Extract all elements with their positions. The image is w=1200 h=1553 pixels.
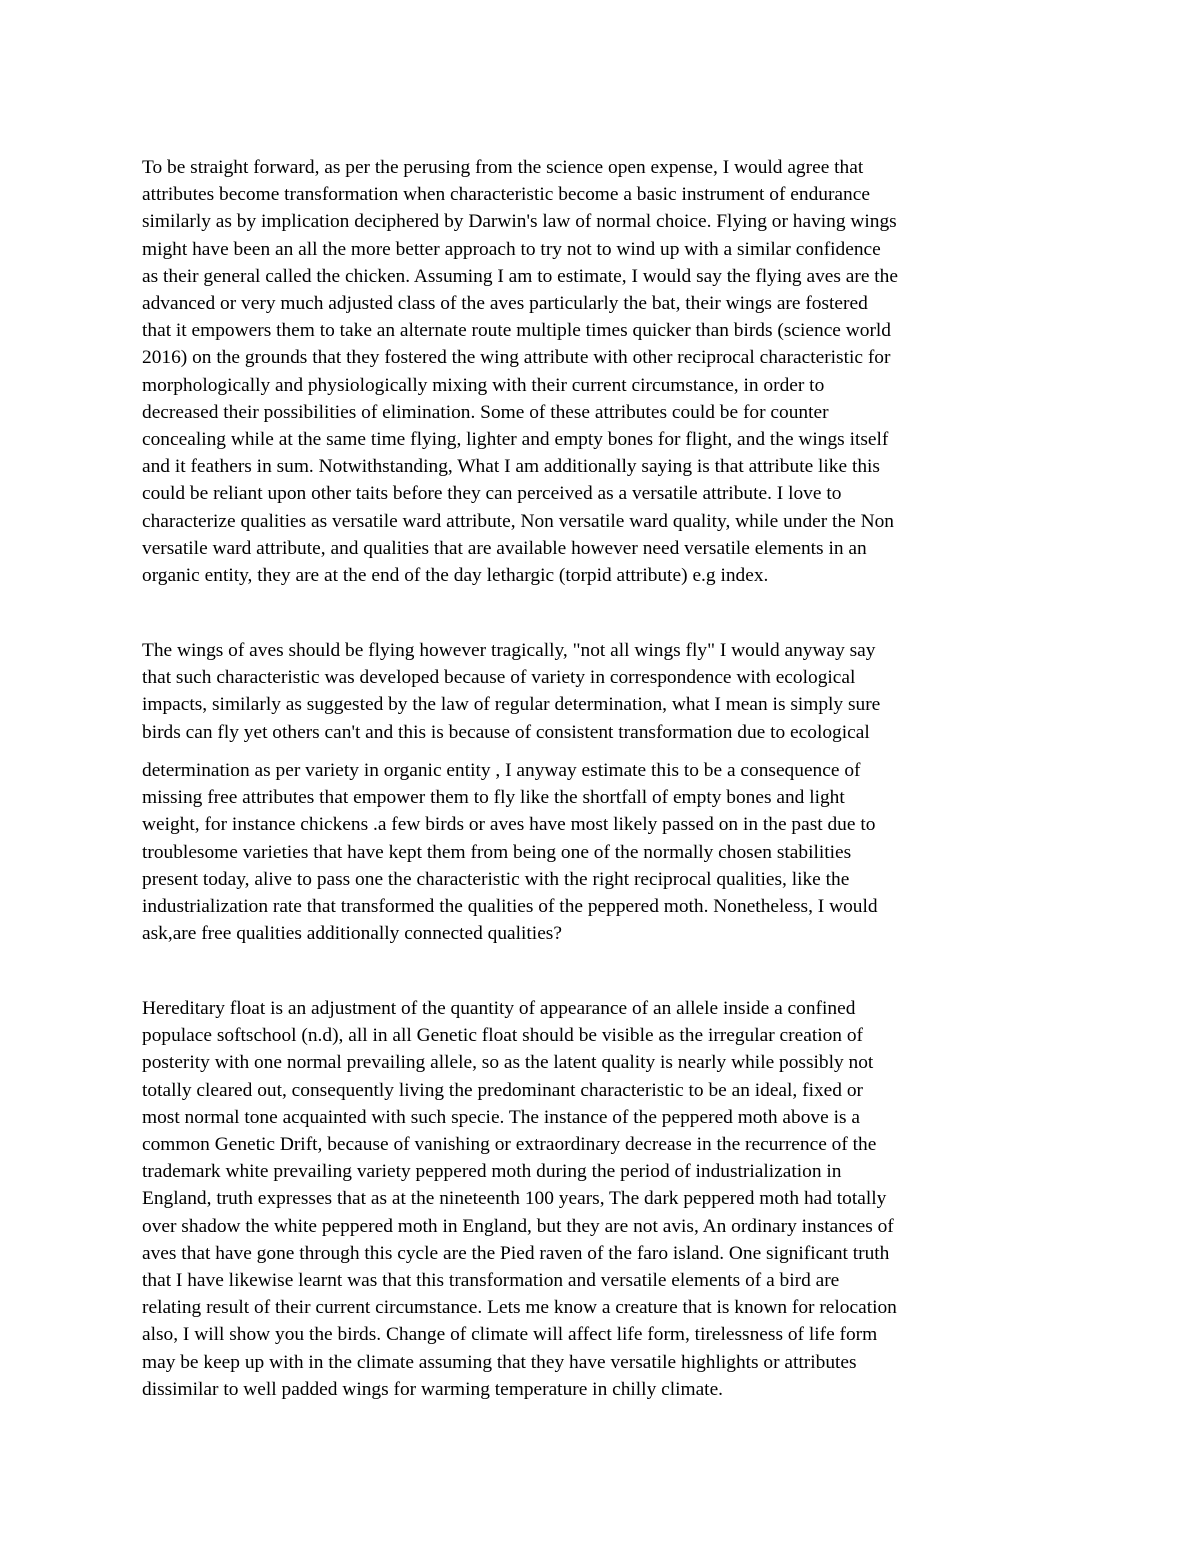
text-line: 2016) on the grounds that they fostered the wing attribute with other reciprocal characteristic for [142,347,891,369]
text-line: that I have likewise learnt was that this transformation and versatile elements of a bird are [142,1270,840,1292]
text-line: ask,are free qualities additionally connected qualities? [142,923,562,945]
text-line: England, truth expresses that as at the nineteenth 100 years, The dark peppered moth had totally [142,1188,887,1210]
text-line: present today, alive to pass one the characteristic with the right reciprocal qualities, like the [142,868,850,890]
text-line: impacts, similarly as suggested by the law of regular determination, what I mean is simply sure [142,694,881,716]
text-line: missing free attributes that empower them to fly like the shortfall of empty bones and light [142,787,845,809]
text-line: versatile ward attribute, and qualities that are available however need versatile elements in an [142,537,867,559]
text-line: similarly as by implication deciphered by Darwin's law of normal choice. Flying or having wings [142,211,897,233]
paragraph-1 [142,154,1072,589]
text-line: posterity with one normal prevailing allele, so as the latent quality is nearly while possibly not [142,1052,874,1074]
text-line: industrialization rate that transformed the qualities of the peppered moth. Nonetheless, I would [142,896,878,918]
paragraph-3 [142,757,1072,947]
text-line: also, I will show you the birds. Change of climate will affect life form, tirelessness of life form [142,1324,878,1346]
text-line: populace softschool (n.d), all in all Genetic float should be visible as the irregular creation of [142,1025,863,1047]
text-line: totally cleared out, consequently living the predominant characteristic to be an ideal, fixed or [142,1079,863,1101]
text-line: and it feathers in sum. Notwithstanding, What I am additionally saying is that attribute like this [142,456,880,478]
text-line: most normal tone acquainted with such specie. The instance of the peppered moth above is a [142,1106,860,1128]
text-line: could be reliant upon other taits before they can perceived as a versatile attribute. I love to [142,483,842,505]
text-line: decreased their possibilities of elimination. Some of these attributes could be for counter [142,401,829,423]
text-line: Hereditary float is an adjustment of the quantity of appearance of an allele inside a confined [142,998,856,1019]
text-line: advanced or very much adjusted class of the aves particularly the bat, their wings are fostered [142,293,868,315]
text-line: might have been an all the more better approach to try not to wind up with a similar confidence [142,238,881,260]
text-line: concealing while at the same time flying, lighter and empty bones for flight, and the wings itself [142,429,889,451]
text-line: determination as per variety in organic entity , I anyway estimate this to be a consequence of [142,760,861,781]
paragraph-2 [142,637,1072,746]
text-line: morphologically and physiologically mixing with their current circumstance, in order to [142,374,825,396]
text-line: The wings of aves should be flying however tragically, "not all wings fly" I would anyway say [142,640,876,661]
text-line: that such characteristic was developed because of variety in correspondence with ecological [142,667,856,689]
text-line: characterize qualities as versatile ward attribute, Non versatile ward quality, while under the Non [142,510,894,532]
text-line: as their general called the chicken. Assuming I am to estimate, I would say the flying aves are the [142,265,898,287]
paragraph-4 [142,995,1072,1403]
text-line: dissimilar to well padded wings for warming temperature in chilly climate. [142,1378,724,1400]
text-line: organic entity, they are at the end of the day lethargic (torpid attribute) e.g index. [142,565,769,587]
text-line: that it empowers them to take an alternate route multiple times quicker than birds (science world [142,320,891,342]
text-line: troublesome varieties that have kept them from being one of the normally chosen stabilities [142,841,852,863]
text-line: weight, for instance chickens .a few birds or aves have most likely passed on in the past due to [142,814,876,836]
text-line: over shadow the white peppered moth in England, but they are not avis, An ordinary instances of [142,1215,894,1237]
text-line: To be straight forward, as per the perusing from the science open expense, I would agree that [142,157,864,178]
text-line: aves that have gone through this cycle are the Pied raven of the faro island. One significant truth [142,1242,890,1264]
text-line: trademark white prevailing variety peppered moth during the period of industrialization in [142,1161,842,1183]
text-line: attributes become transformation when characteristic become a basic instrument of endurance [142,184,870,206]
text-line: birds can fly yet others can't and this is because of consistent transformation due to ecological [142,721,870,743]
text-line: common Genetic Drift, because of vanishing or extraordinary decrease in the recurrence of the [142,1134,877,1156]
text-line: relating result of their current circumstance. Lets me know a creature that is known for relocation [142,1297,897,1319]
text-line: may be keep up with in the climate assuming that they have versatile highlights or attributes [142,1351,857,1373]
